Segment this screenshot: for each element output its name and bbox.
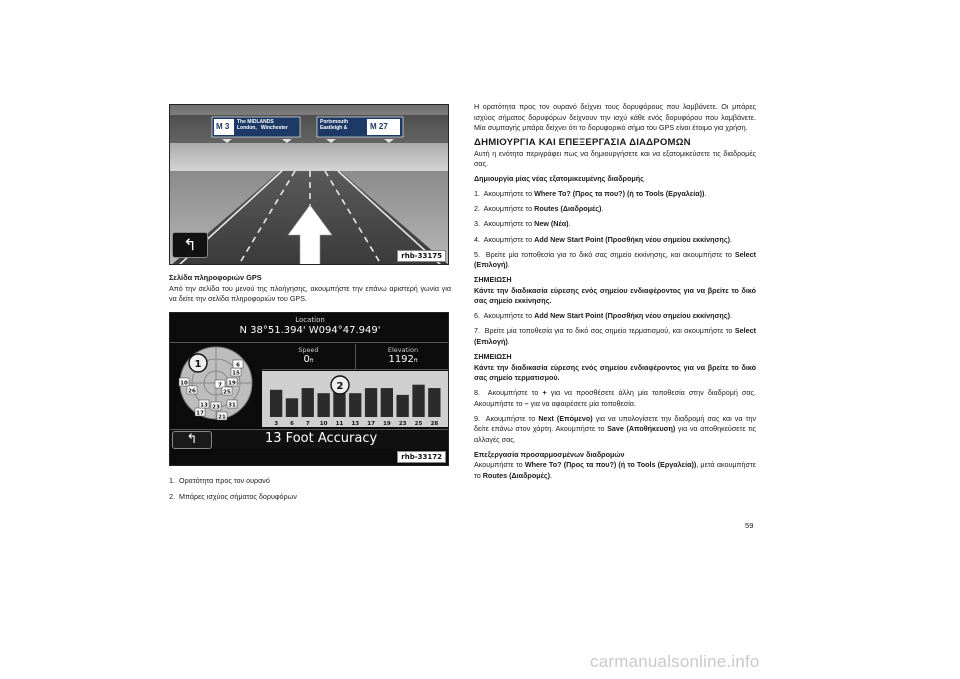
back-arrow-icon: ↰ xyxy=(183,235,197,254)
signal-bar-label: 25 xyxy=(414,421,423,427)
satellite-label: 23 xyxy=(212,404,220,411)
signal-bar-label: 11 xyxy=(335,421,344,427)
section-title: Σελίδα πληροφοριών GPS xyxy=(169,273,262,282)
sign-left-route: M 3 xyxy=(216,122,230,131)
accuracy-text: 13 Foot Accuracy xyxy=(265,431,378,446)
sign-left-line2: London, Winchester xyxy=(237,125,288,131)
watermark: carmanualsonline.info xyxy=(590,652,760,671)
signal-bar-label: 13 xyxy=(351,421,360,427)
step-9: 9. Ακουμπήστε το Next (Επόμενο) για να υπολογίσετε την διαδρομή σας και να την δείτε επάνω στον χάρτη. Ακουμπήστε το Save (Αποθήκευση) για να αποθηκεύσετε τις αλλαγές σας. xyxy=(474,413,757,444)
signal-bar xyxy=(397,395,409,417)
satellite-label: 15 xyxy=(232,370,240,377)
signal-bar xyxy=(302,388,314,417)
sky-view xyxy=(170,344,262,422)
figure-tag: rhb-33172 xyxy=(397,451,446,463)
step-1: 1. Ακουμπήστε το Where To? (Προς τα που?) (ή το Tools (Εργαλεία)). xyxy=(474,189,707,199)
signal-bar-label: 19 xyxy=(383,421,391,427)
step-6: 6. Ακουμπήστε το Add New Start Point (Προσθήκη νέου σημείου εκκίνησης). xyxy=(474,311,732,321)
satellite-label: 19 xyxy=(228,380,236,387)
step-2: 2. Ακουμπήστε το Routes (Διαδρομές). xyxy=(474,204,604,214)
signal-bar-label: 23 xyxy=(398,421,407,427)
intro-paragraph: Η ορατότητα προς τον ουρανό δείχνει τους δορυφόρους που λαμβάνετε. Οι μπάρες ισχύος σήματος δορυφόρων δείχνουν την ισχύ κάθε ενός δορυφόρου που λαμβάνετε. Μία συμπαγής μπάρα δείχνει ότι το δορυφορικό σήμα του GPS είναι έτοιμο για χρήση. xyxy=(474,102,756,132)
satellite-label: 21 xyxy=(218,414,226,421)
signal-bar xyxy=(270,390,282,417)
signal-bar xyxy=(428,388,440,417)
callout-1-label: 1 xyxy=(194,359,202,370)
section-body: Από την σελίδα του μενού της πλοήγησης, ακουμπήστε την επάνω αριστερή γωνία για να δείτε την σελίδα πληροφοριών του GPS. xyxy=(169,283,451,303)
coordinates-value: N 38°51.394' W094°47.949' xyxy=(239,325,381,336)
highway-scene xyxy=(170,105,449,265)
speed-unit: ft xyxy=(309,358,314,364)
sign-left-line1: The MIDLANDS xyxy=(237,119,274,125)
sign-right-line2: Eastleigh & xyxy=(320,125,348,131)
subheading-new-route: Δημιουργία μίας νέας εξατομικευμένης διαδρομής xyxy=(474,174,644,184)
speed-value: 0 xyxy=(303,354,310,365)
step-7: 7. Βρείτε μία τοποθεσία για το δικό σας σημείο τερματισμού, και ακουμπήστε το Select (Επιλογή). xyxy=(474,326,756,346)
satellite-label: 31 xyxy=(228,402,236,409)
speed-label: Speed xyxy=(298,346,319,354)
signal-bar-label: 28 xyxy=(430,421,439,427)
figure-legend xyxy=(169,476,297,502)
satellite-label: 10 xyxy=(180,380,188,387)
satellite-label: 25 xyxy=(223,389,231,396)
elevation-unit: ft xyxy=(413,358,418,364)
step-8: 8. Ακουμπήστε το + για να προσθέσετε άλλη μία τοποθεσία στην διαδρομή σας. Ακουμπήστε το – για να αφαιρέσετε μία τοποθεσία. xyxy=(474,388,756,408)
signal-bar-label: 10 xyxy=(319,421,328,427)
routes-intro: Αυτή η ενότητα περιγράφει πως να δημιουργήσετε και να εξατομικεύσετε τις διαδρομές σας. xyxy=(474,148,756,169)
legend-item-1: 1. Ορατότητα προς τον ουρανό xyxy=(169,476,270,485)
sign-right-route: M 27 xyxy=(370,122,388,131)
note-2-body: Κάντε την διαδικασία εύρεσης ενός σημείου ενδιαφέροντος για να βρείτε το δικό σας σημείο τερματισμού. xyxy=(474,362,756,383)
signal-bar-label: 6 xyxy=(290,421,294,427)
signal-bar xyxy=(286,398,298,417)
gps-info-section xyxy=(169,273,451,305)
elevation-label: Elevation xyxy=(387,346,419,354)
satellite-label: 6 xyxy=(236,362,240,369)
signal-bar xyxy=(349,393,361,417)
elevation-value: 1192 xyxy=(388,354,414,365)
signal-bar xyxy=(412,385,424,417)
legend-item-2: 2. Μπάρες ισχύος σήματος δορυφόρων xyxy=(169,491,297,501)
satellite-label: 13 xyxy=(200,402,208,409)
sign-right-line1: Portsmouth xyxy=(320,119,349,125)
note-1-title: ΣΗΜΕΙΩΣΗ xyxy=(474,275,512,285)
signal-bar xyxy=(318,393,330,417)
signal-bar-label: 7 xyxy=(305,421,310,427)
note-1-body: Κάντε την διαδικασία εύρεσης ενός σημείου ενδιαφέροντος για να βρείτε το δικό σας σημείο εκκίνησης. xyxy=(474,285,756,306)
step-4: 4. Ακουμπήστε το Add New Start Point (Προσθήκη νέου σημείου εκκίνησης). xyxy=(474,234,732,244)
page-number: 59 xyxy=(745,521,754,530)
subheading-edit-routes: Επεξεργασία προσαρμοσμένων διαδρομών xyxy=(474,449,625,459)
edit-routes-body: Ακουμπήστε το Where To? (Προς τα που?) (ή το Tools (Εργαλεία)), μετά ακουμπήστε το Routes (Διαδρομές). xyxy=(474,460,756,480)
figure-gps-info-page xyxy=(169,312,449,466)
signal-bar-label: 17 xyxy=(367,421,375,427)
satellite-label: 17 xyxy=(196,410,204,417)
location-label: Location xyxy=(295,316,325,324)
satellite-label: 7 xyxy=(218,382,222,389)
signal-bar-label: 3 xyxy=(274,421,279,427)
back-button[interactable] xyxy=(172,431,212,449)
routes-section xyxy=(474,102,756,486)
step-5: 5. Βρείτε μία τοποθεσία για το δικό σας σημείο εκκίνησης, και ακουμπήστε το Select (Επιλογή). xyxy=(474,249,756,270)
note-2-title: ΣΗΜΕΙΩΣΗ xyxy=(474,352,512,362)
signal-bar xyxy=(365,388,377,417)
callout-2-label: 2 xyxy=(336,381,344,392)
step-3: 3. Ακουμπήστε το New (Νέα). xyxy=(474,219,571,229)
routes-heading: ΔΗΜΙΟΥΡΓΙΑ ΚΑΙ ΕΠΕΞΕΡΓΑΣΙΑ ΔΙΑΔΡΟΜΩΝ xyxy=(474,137,691,149)
figure-tag: rhb-33175 xyxy=(397,250,446,262)
figure-highway-navigation xyxy=(169,104,449,265)
satellite-label: 26 xyxy=(188,388,196,395)
signal-bars-chart xyxy=(262,371,449,427)
signal-bar xyxy=(381,388,393,417)
back-button[interactable] xyxy=(172,232,208,258)
back-arrow-icon: ↰ xyxy=(186,432,198,447)
